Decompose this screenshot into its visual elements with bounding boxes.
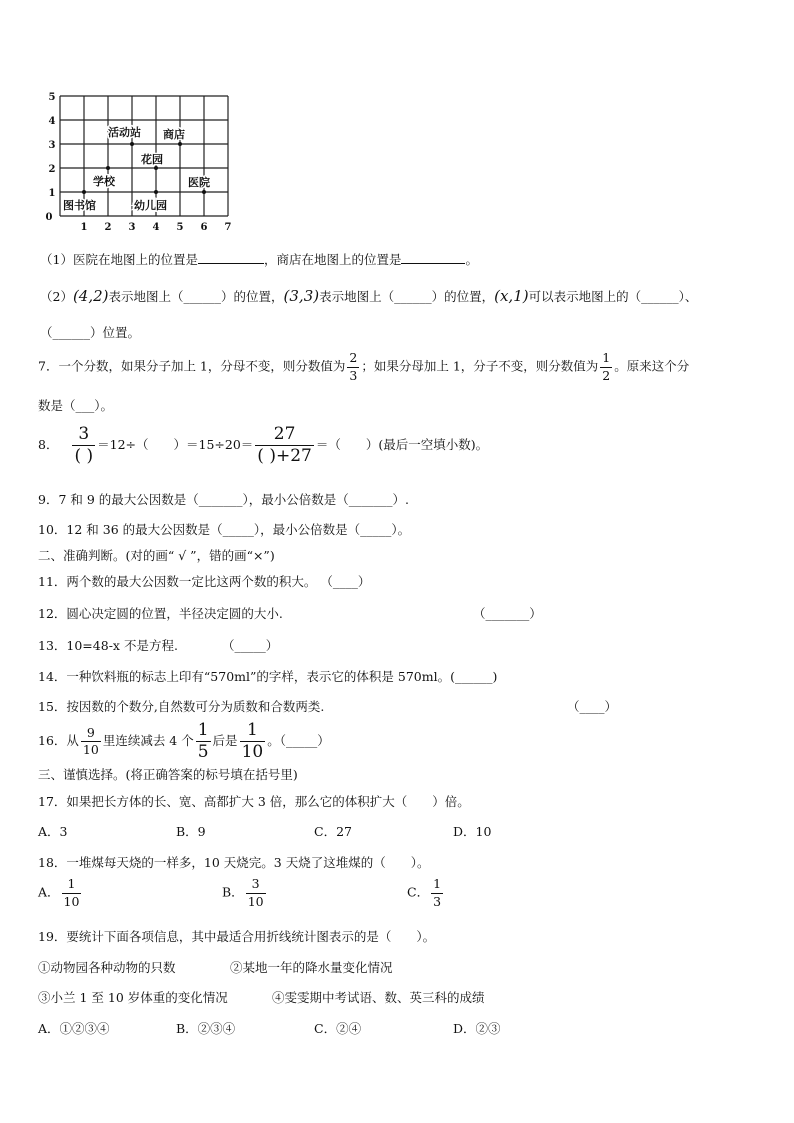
- option-c[interactable]: C．27: [314, 824, 352, 839]
- fraction: $\frac{3}{10}$: [247, 876, 264, 909]
- fraction: $\frac{1}{5}$: [197, 720, 209, 762]
- q19-item-2: ②某地一年的降水量变化情况: [230, 960, 393, 975]
- point-activity: [130, 142, 134, 146]
- q6-text: 。: [465, 252, 478, 267]
- x-tick: 6: [200, 222, 208, 233]
- y-tick: 4: [48, 116, 56, 127]
- q6-text: （2）: [40, 289, 73, 304]
- question-12: 12．圆心决定圆的位置，半径决定圆的大小.: [38, 606, 283, 621]
- option-d[interactable]: D．10: [453, 824, 492, 839]
- q6-text: 表示地图上（______）的位置，: [319, 289, 495, 304]
- q6-text: 表示地图上（______）的位置，: [108, 289, 284, 304]
- q16-text: 里连续减去 4 个: [102, 733, 194, 748]
- x-tick: 2: [104, 222, 112, 233]
- label-garden: 花园: [141, 153, 163, 166]
- q19-item-4: ④雯雯期中考试语、数、英三科的成绩: [272, 990, 485, 1005]
- q8-text: ＝（ ）(最后一空填小数)。: [315, 437, 489, 452]
- fraction: $\frac{1}{10}$: [241, 720, 264, 762]
- option-a[interactable]: A． $\frac{1}{10}$: [38, 876, 80, 909]
- x-tick: 5: [176, 222, 184, 233]
- q7-text: 。原来这个分: [614, 358, 690, 374]
- question-11: 11．两个数的最大公因数一定比这两个数的积大。 （____）: [38, 574, 371, 589]
- point-hospital: [202, 190, 206, 194]
- question-17: 17．如果把长方体的长、宽、高都扩大 3 倍，那么它的体积扩大（ ）倍。: [38, 794, 470, 809]
- q7-text: ；如果分母加上 1，分子不变，则分数值为: [361, 358, 599, 374]
- question-18: 18．一堆煤每天烧的一样多，10 天烧完。3 天烧了这堆煤的（ ）。: [38, 855, 430, 870]
- point-school: [106, 166, 110, 170]
- label-school: 学校: [93, 175, 115, 188]
- option-b[interactable]: B．②③④: [176, 1021, 236, 1036]
- option-b[interactable]: B． $\frac{3}{10}$: [222, 876, 264, 909]
- q16-text: 16．从: [38, 733, 79, 748]
- question-9: 9．7 和 9 的最大公因数是（_______），最小公倍数是（_______）.: [38, 492, 410, 507]
- point-library: [82, 190, 86, 194]
- q6-part2-cont: （______）位置。: [40, 325, 141, 340]
- option-d[interactable]: D．②③: [453, 1021, 501, 1036]
- q16-text: 。（_____）: [267, 733, 330, 748]
- q8-text: ＝12÷（ ）＝15÷20＝: [97, 437, 254, 452]
- q19-item-1: ①动物园各种动物的只数: [38, 960, 176, 975]
- answer-blank[interactable]: （_____）: [222, 638, 279, 653]
- q6-text: ，商店在地图上的位置是: [263, 252, 402, 267]
- question-16: [38, 722, 330, 761]
- y-tick: 3: [48, 140, 56, 151]
- label-hospital: 医院: [188, 176, 210, 189]
- fraction: $\frac{1}{2}$: [602, 350, 611, 383]
- q6-part2: [40, 287, 697, 305]
- option-c[interactable]: C． $\frac{1}{3}$: [407, 876, 442, 909]
- label-shop: 商店: [163, 128, 185, 141]
- q19-item-3: ③小兰 1 至 10 岁体重的变化情况: [38, 990, 228, 1005]
- section-3-heading: 三、谨慎选择。(将正确答案的标号填在括号里): [38, 767, 298, 782]
- coordinate: (x,1): [494, 287, 529, 305]
- question-7-cont: 数是（___）。: [38, 398, 114, 413]
- q8-number: 8．: [38, 437, 59, 452]
- coordinate: (4,2): [72, 287, 109, 305]
- option-a[interactable]: A．3: [38, 824, 68, 839]
- answer-blank[interactable]: （_______）: [473, 606, 542, 621]
- question-13: 13．10=48-x 不是方程.: [38, 638, 178, 653]
- question-8: [38, 426, 488, 465]
- question-14: 14．一种饮料瓶的标志上印有“570ml”的字样，表示它的体积是 570ml。(______): [38, 669, 498, 684]
- question-7: [38, 352, 689, 382]
- option-b[interactable]: B．9: [176, 824, 206, 839]
- option-c[interactable]: C．②④: [314, 1021, 362, 1036]
- x-tick: 4: [152, 222, 160, 233]
- fraction: $\frac{27}{( )+27}$: [257, 424, 312, 466]
- question-15: 15．按因数的个数分,自然数可分为质数和合数两类.: [38, 699, 325, 714]
- answer-blank[interactable]: [198, 251, 264, 264]
- y-tick: 2: [48, 164, 56, 175]
- y-tick: 5: [48, 92, 56, 103]
- q6-text: （1）医院在地图上的位置是: [40, 252, 198, 267]
- point-garden: [154, 166, 158, 170]
- q6-part1: [40, 250, 478, 268]
- label-activity: 活动站: [108, 126, 141, 139]
- label-library: 图书馆: [63, 199, 96, 212]
- y-tick: 1: [48, 188, 56, 199]
- coordinate: (3,3): [283, 287, 320, 305]
- option-a[interactable]: A．①②③④: [38, 1021, 110, 1036]
- label-kindergarten: 幼儿园: [134, 199, 167, 212]
- fraction: $\frac{1}{10}$: [63, 876, 80, 909]
- answer-blank[interactable]: （____）: [567, 699, 618, 714]
- point-kindergarten: [154, 190, 158, 194]
- x-tick: 7: [224, 222, 232, 233]
- answer-blank[interactable]: [401, 251, 465, 264]
- q16-text: 后是: [212, 733, 238, 748]
- q6-text: 可以表示地图上的（______）、: [528, 289, 698, 304]
- question-19: 19．要统计下面各项信息，其中最适合用折线统计图表示的是（ ）。: [38, 929, 436, 944]
- section-2-heading: 二、准确判断。(对的画“ √ ”，错的画“×”): [38, 548, 275, 563]
- x-tick: 1: [80, 222, 88, 233]
- x-tick: 3: [128, 222, 136, 233]
- fraction: $\frac{2}{3}$: [349, 350, 358, 383]
- q7-text: 7．一个分数，如果分子加上 1，分母不变，则分数值为: [38, 358, 346, 374]
- fraction: $\frac{3}{( )}$: [74, 424, 94, 466]
- y-tick: 0: [45, 212, 53, 223]
- fraction: $\frac{9}{10}$: [82, 724, 99, 757]
- question-10: 10．12 和 36 的最大公因数是（_____），最小公倍数是（_____）。: [38, 522, 411, 537]
- point-shop: [178, 142, 182, 146]
- coordinate-map: [40, 88, 240, 233]
- fraction: $\frac{1}{3}$: [433, 876, 442, 909]
